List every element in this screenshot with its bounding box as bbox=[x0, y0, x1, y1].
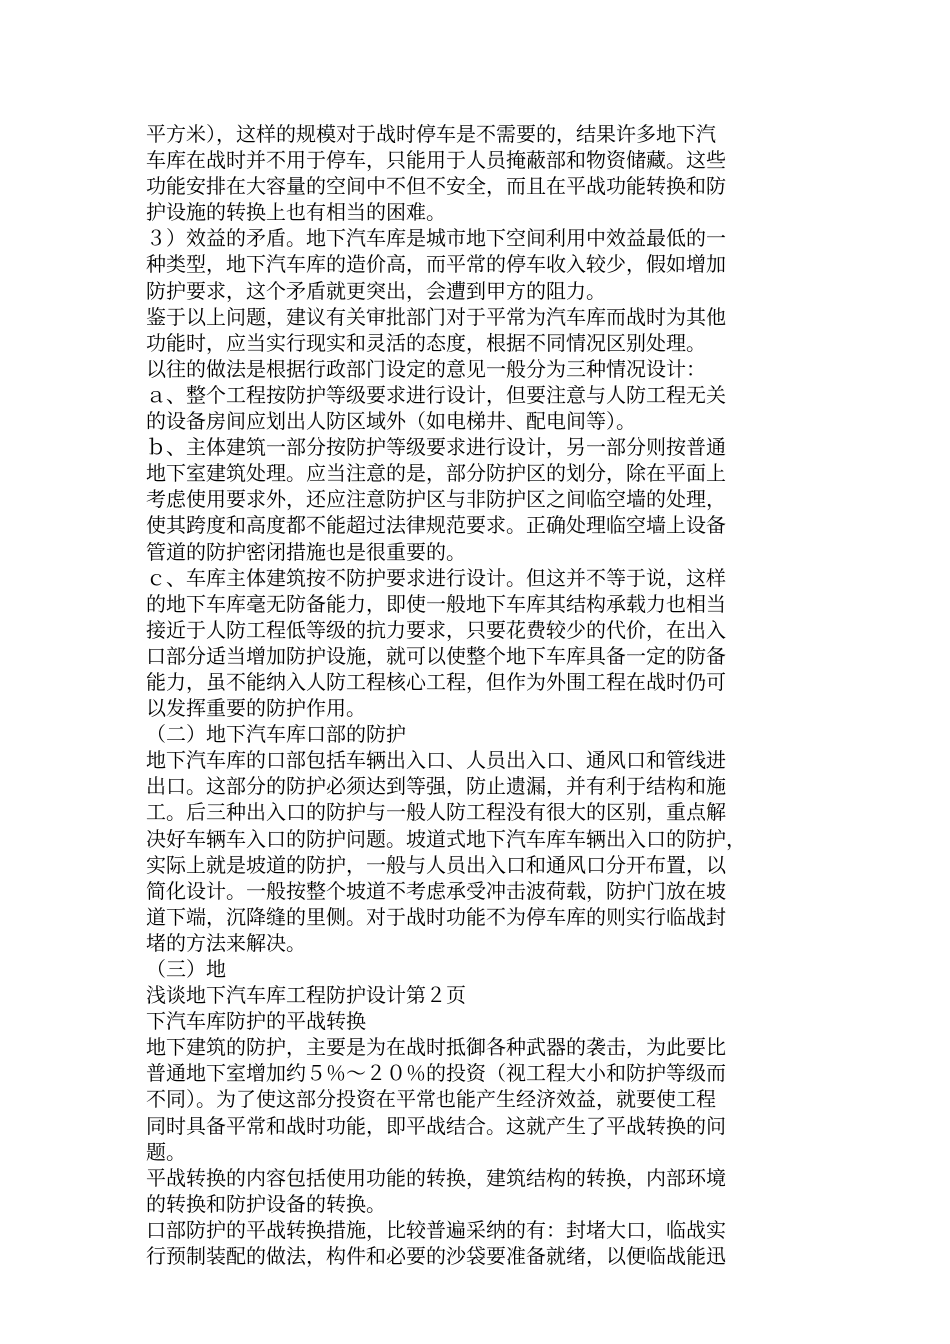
text-line: 的设备房间应划出人防区域外（如电梯井、配电间等）。 bbox=[146, 409, 636, 434]
text-line: ｂ、主体建筑一部分按防护等级要求进行设计，另一部分则按普通 bbox=[146, 435, 726, 460]
text-line: 下汽车库防护的平战转换 bbox=[146, 1009, 366, 1034]
text-line: 口部防护的平战转换措施，比较普遍采纳的有：封堵大口，临战实 bbox=[146, 1217, 726, 1242]
text-line: 地下汽车库的口部包括车辆出入口、人员出入口、通风口和管线进 bbox=[146, 748, 726, 773]
text-line: 平方米），这样的规模对于战时停车是不需要的，结果许多地下汽 bbox=[146, 122, 716, 146]
text-line: ｃ、车库主体建筑按不防护要求进行设计。但这并不等于说，这样 bbox=[146, 565, 726, 590]
text-line: ａ、整个工程按防护等级要求进行设计，但要注意与人防工程无关 bbox=[146, 382, 726, 407]
text-line: 工。后三种出入口的防护与一般人防工程没有很大的区别，重点解 bbox=[146, 800, 726, 825]
section-heading: （二）地下汽车库口部的防护 bbox=[146, 722, 406, 747]
text-line: 使其跨度和高度都不能超过法律规范要求。正确处理临空墙上设备 bbox=[146, 513, 726, 538]
text-line: 道下端，沉降缝的里侧。对于战时功能不为停车库的则实行临战封 bbox=[146, 904, 726, 929]
text-line: 功能时，应当实行现实和灵活的态度，根据不同情况区别处理。 bbox=[146, 330, 706, 355]
text-line: 护设施的转换上也有相当的困难。 bbox=[146, 200, 446, 225]
text-line: 以往的做法是根据行政部门设定的意见一般分为三种情况设计： bbox=[146, 356, 706, 381]
text-line: 防护要求，这个矛盾就更突出，会遭到甲方的阻力。 bbox=[146, 278, 606, 303]
text-line: 题。 bbox=[146, 1139, 186, 1164]
text-line: 以发挥重要的防护作用。 bbox=[146, 696, 366, 721]
text-line: 行预制装配的做法，构件和必要的沙袋要准备就绪，以便临战能迅 bbox=[146, 1244, 726, 1269]
text-line: 管道的防护密闭措施也是很重要的。 bbox=[146, 539, 466, 564]
text-line: 同时具备平常和战时功能，即平战结合。这就产生了平战转换的问 bbox=[146, 1113, 726, 1138]
text-line: 地下建筑的防护，主要是为在战时抵御各种武器的袭击，为此要比 bbox=[146, 1035, 726, 1060]
text-line: 堵的方法来解决。 bbox=[146, 930, 306, 955]
section-heading: （三）地 bbox=[146, 957, 226, 981]
text-line: 的转换和防护设备的转换。 bbox=[146, 1191, 386, 1216]
text-line: 平战转换的内容包括使用功能的转换，建筑结构的转换，内部环境 bbox=[146, 1165, 726, 1190]
text-line: 鉴于以上问题，建议有关审批部门对于平常为汽车库而战时为其他 bbox=[146, 304, 726, 329]
document-body bbox=[146, 121, 810, 1269]
text-line: 决好车辆车入口的防护问题。坡道式地下汽车库车辆出入口的防护， bbox=[146, 826, 746, 851]
text-line: 功能安排在大容量的空间中不但不安全，而且在平战功能转换和防 bbox=[146, 174, 726, 199]
text-line: 接近于人防工程低等级的抗力要求，只要花费较少的代价，在出入 bbox=[146, 617, 726, 642]
page-header-title: 浅谈地下汽车库工程防护设计第２页 bbox=[146, 983, 466, 1008]
text-line: 的地下车库毫无防备能力，即使一般地下车库其结构承载力也相当 bbox=[146, 591, 726, 616]
text-line: 简化设计。一般按整个坡道不考虑承受冲击波荷载，防护门放在坡 bbox=[146, 878, 726, 903]
text-line: 口部分适当增加防护设施，就可以使整个地下车库具备一定的防备 bbox=[146, 643, 726, 668]
text-line: 实际上就是坡道的防护，一般与人员出入口和通风口分开布置，以 bbox=[146, 852, 726, 877]
text-line: 能力，虽不能纳入人防工程核心工程，但作为外围工程在战时仍可 bbox=[146, 669, 726, 694]
text-line: 地下室建筑处理。应当注意的是，部分防护区的划分，除在平面上 bbox=[146, 461, 726, 486]
text-line: ３）效益的矛盾。地下汽车库是城市地下空间利用中效益最低的一 bbox=[146, 226, 726, 251]
text-line: 车库在战时并不用于停车，只能用于人员掩蔽部和物资储藏。这些 bbox=[146, 148, 726, 173]
text-line: 普通地下室增加约５％～２０％的投资（视工程大小和防护等级而 bbox=[146, 1061, 726, 1086]
text-line: 不同）。为了使这部分投资在平常也能产生经济效益，就要使工程 bbox=[146, 1087, 716, 1112]
text-line: 考虑使用要求外，还应注意防护区与非防护区之间临空墙的处理， bbox=[146, 487, 726, 512]
text-line: 种类型，地下汽车库的造价高，而平常的停车收入较少，假如增加 bbox=[146, 252, 726, 277]
text-line: 出口。这部分的防护必须达到等强，防止遗漏，并有利于结构和施 bbox=[146, 774, 726, 799]
